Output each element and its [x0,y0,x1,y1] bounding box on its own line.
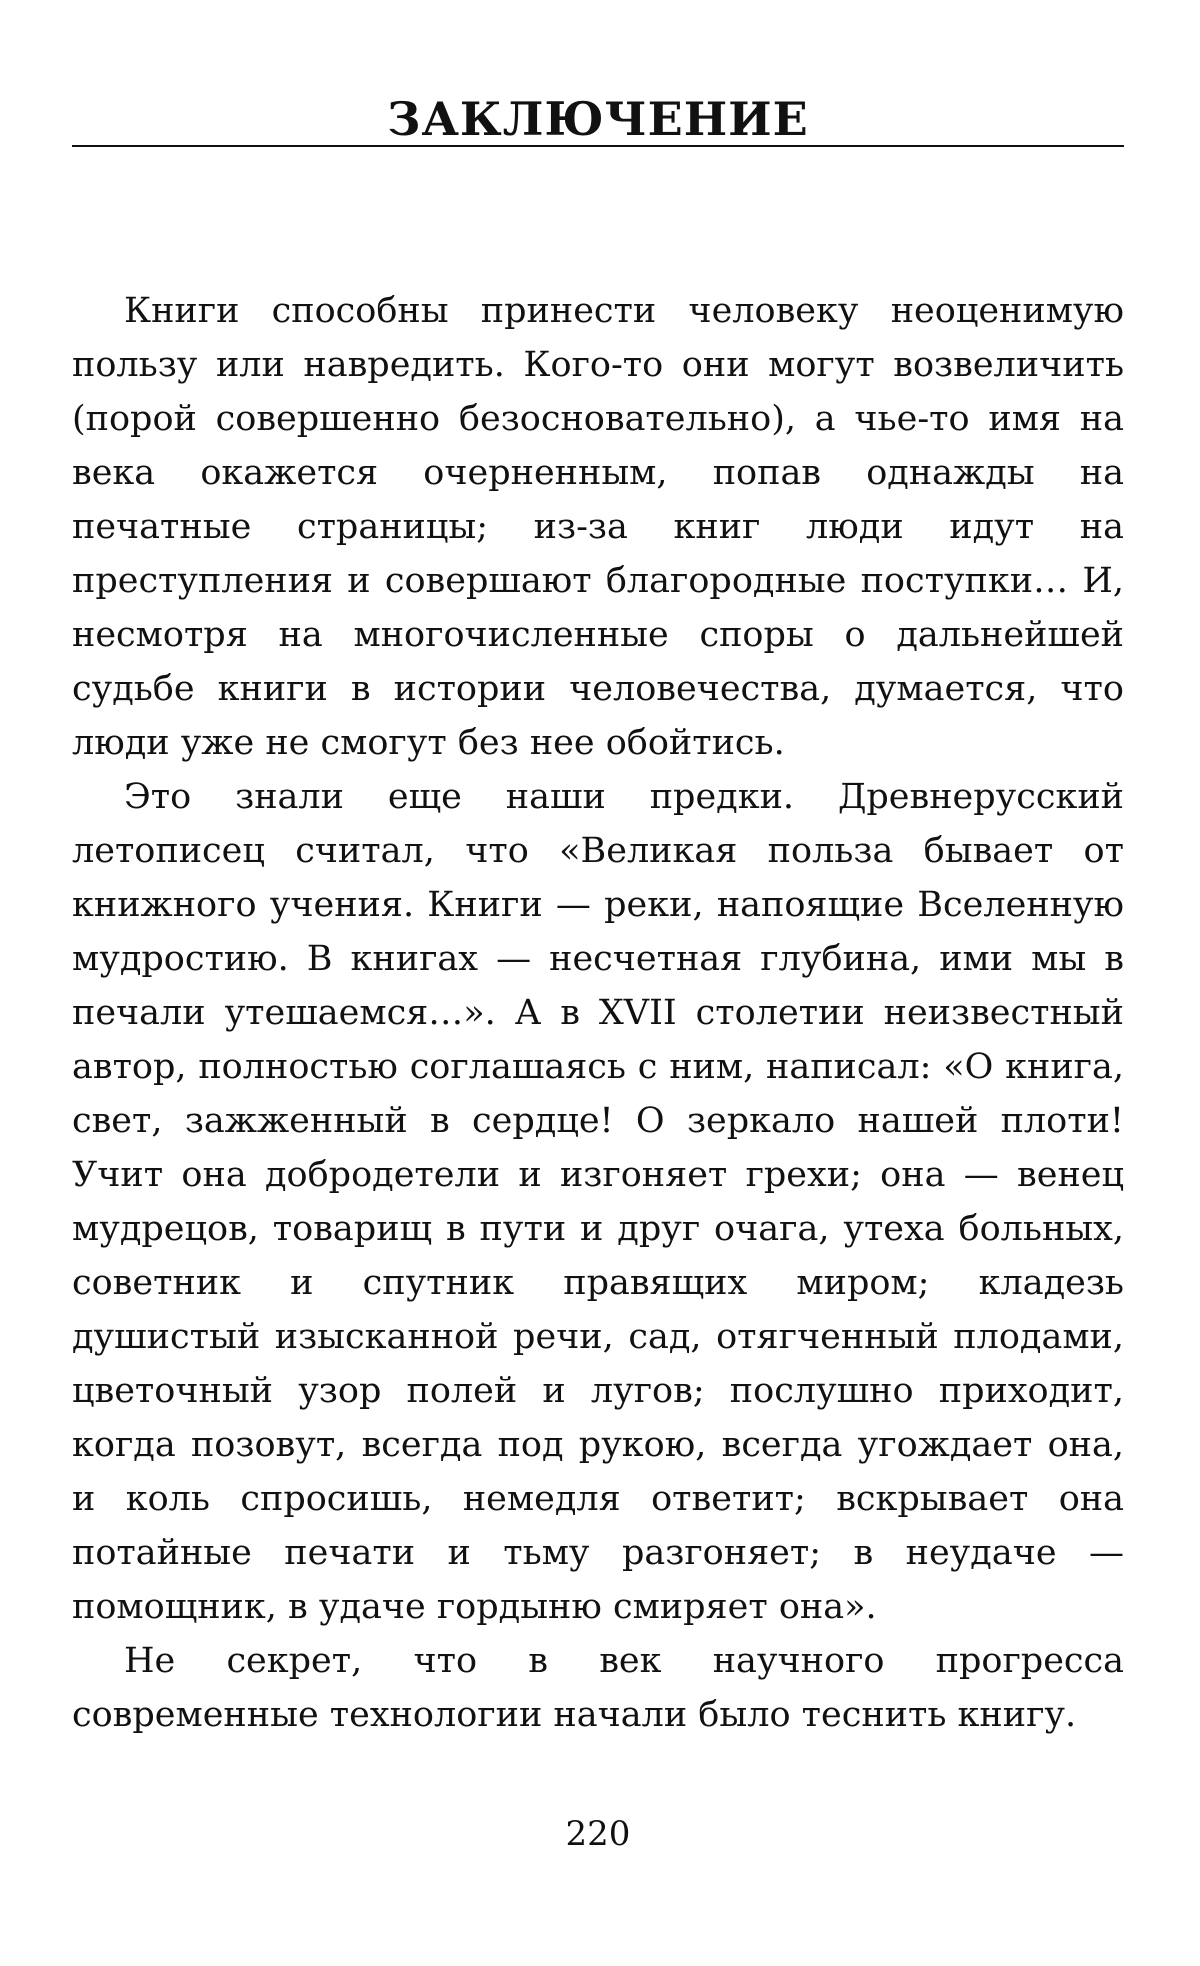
page-number: 220 [565,1814,631,1854]
chapter-title: ЗАКЛЮЧЕНИЕ [387,91,809,146]
paragraph-2: Это знали еще наши предки. Древнерусский летописец считал, что «Великая польза бывает от книжного учения. Книги — реки, напоящие Вселенную мудростию. В книгах — несчетная глубина, ими мы в печали утешаемся…». А в XVII столетии неизвестный автор, полностью соглашаясь с ним, написал: «О книга, свет, зажженный в сердце! О зеркало нашей плоти! Учит она добродетели и изгоняет грехи; она — венец мудрецов, товарищ в пути и друг очага, утеха больных, советник и спутник правящих миром; кладезь душистый изысканной речи, сад, отягченный плодами, цветочный узор полей и лугов; послушно приходит, когда позовут, всегда под рукою, всегда угождает она, и коль спросишь, немедля ответит; вскрывает она потайные печати и тьму разгоняет; в неудаче — помощник, в удаче гордыню смиряет она». [72,777,1124,1627]
title-divider [72,145,1124,147]
chapter-body [72,284,1124,1742]
paragraph-3: Не секрет, что в век научного прогресса современные технологии начали было теснить книгу. [72,1641,1124,1735]
paragraph-1: Книги способны принести человеку неоценимую пользу или навредить. Кого-то они могут возвеличить (порой совершенно безосновательно), а чье-то имя на века окажется очерненным, попав однажды на печатные страницы; из-за книг люди идут на преступления и совершают благородные поступки… И, несмотря на многочисленные споры о дальнейшей судьбе книги в истории человечества, думается, что люди уже не смогут без нее обойтись. [72,291,1124,763]
